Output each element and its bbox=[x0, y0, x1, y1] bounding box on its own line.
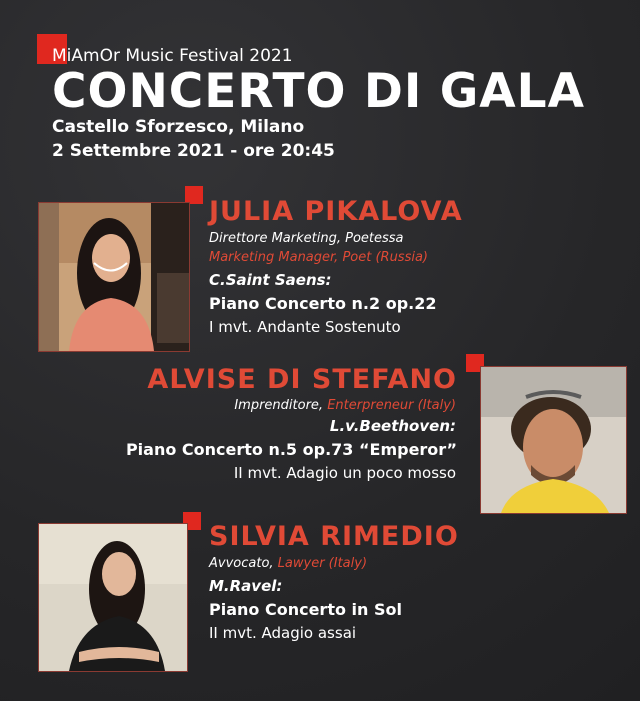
performer-3-role-it: Avvocato, bbox=[209, 556, 274, 571]
portrait-woman-icon bbox=[39, 524, 187, 671]
performer-1-movement: I mvt. Andante Sostenuto bbox=[209, 318, 401, 336]
venue: Castello Sforzesco, Milano bbox=[52, 117, 305, 137]
performer-2-role-it: Imprenditore, bbox=[234, 398, 324, 413]
performer-3-composer: M.Ravel: bbox=[209, 577, 283, 595]
performer-2-composer: L.v.Beethoven: bbox=[329, 417, 456, 435]
performer-1-name: JULIA PIKALOVA bbox=[209, 196, 463, 227]
performer-3-role-en: Lawyer (Italy) bbox=[277, 556, 368, 571]
performer-3-role bbox=[209, 556, 367, 571]
performer-2-role bbox=[234, 398, 456, 413]
performer-1-role-en: Marketing Manager, Poet (Russia) bbox=[209, 250, 429, 265]
performer-1-photo bbox=[38, 202, 190, 352]
event-date: 2 Settembre 2021 - ore 20:45 bbox=[52, 141, 335, 161]
performer-2-piece: Piano Concerto n.5 op.73 “Emperor” bbox=[125, 440, 457, 459]
performer-1-composer: C.Saint Saens: bbox=[209, 271, 332, 289]
performer-2-photo bbox=[480, 366, 627, 514]
performer-2-movement: II mvt. Adagio un poco mosso bbox=[233, 464, 456, 482]
performer-3-movement: II mvt. Adagio assai bbox=[209, 624, 357, 642]
performer-3-piece: Piano Concerto in Sol bbox=[209, 600, 402, 619]
performer-2-role-en: Enterpreneur (Italy) bbox=[327, 398, 456, 413]
portrait-man-icon bbox=[481, 367, 626, 513]
page-title: CONCERTO DI GALA bbox=[52, 64, 585, 119]
performer-1-piece: Piano Concerto n.2 op.22 bbox=[209, 294, 437, 313]
performer-1-role-it: Direttore Marketing, Poetessa bbox=[209, 231, 404, 246]
performer-3-photo bbox=[38, 523, 188, 672]
portrait-woman-piano-icon bbox=[39, 203, 189, 351]
performer-3-name: SILVIA RIMEDIO bbox=[209, 521, 459, 552]
festival-name: MiAmOr Music Festival 2021 bbox=[52, 46, 293, 66]
performer-2-name: ALVISE DI STEFANO bbox=[147, 364, 457, 395]
